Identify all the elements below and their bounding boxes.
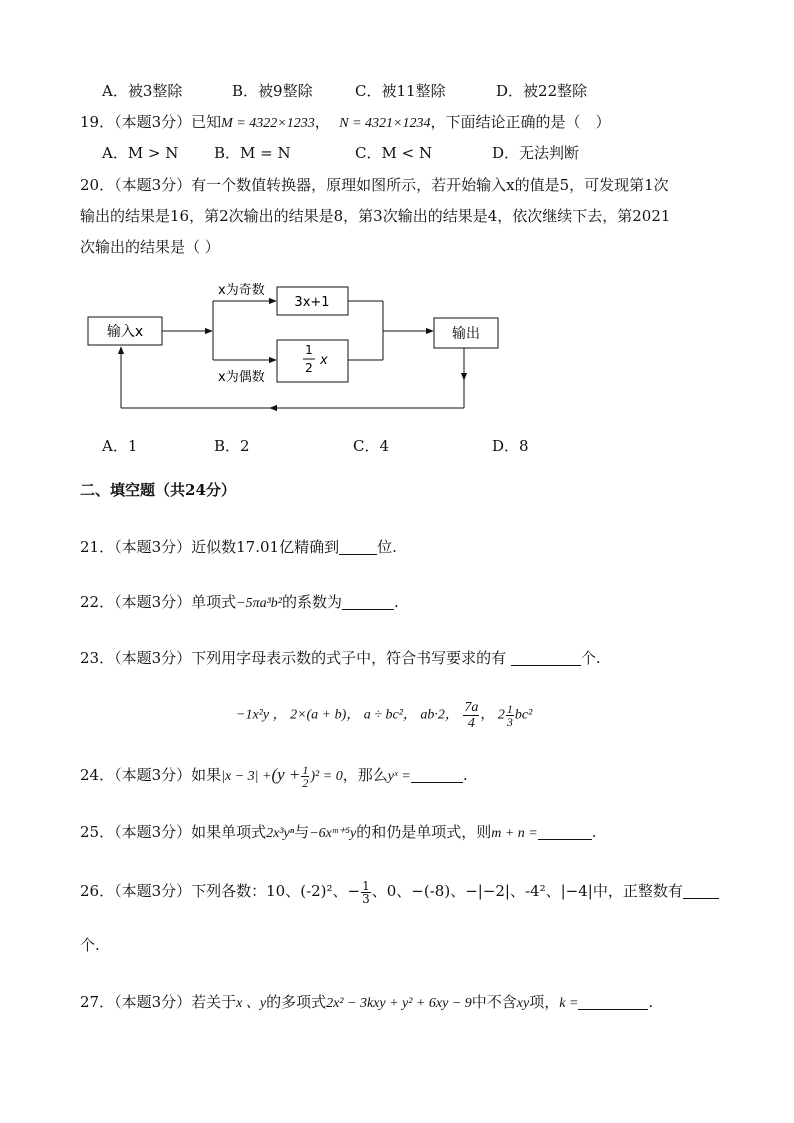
q20-option-b: B．2 bbox=[214, 437, 250, 455]
q27-mid: 的多项式 bbox=[266, 993, 327, 1011]
q23-text-post: 个. bbox=[580, 649, 601, 667]
odd-box-label: 3x+1 bbox=[294, 295, 330, 310]
q19-number: 19． bbox=[80, 113, 115, 131]
q27 bbox=[80, 991, 653, 1015]
q27-post2: 项， bbox=[529, 993, 560, 1011]
q18-option-b: B．被9整除 bbox=[232, 82, 313, 100]
q27-ask: k = bbox=[559, 996, 579, 1011]
q19-points: （本题3分） bbox=[114, 113, 192, 131]
q24-text-mid: ，那么 bbox=[342, 766, 388, 784]
output-box-label: 输出 bbox=[452, 326, 480, 342]
q20-option-a: A．1 bbox=[102, 437, 138, 455]
q20-line3: 次输出的结果是（ ） bbox=[80, 238, 220, 256]
q22 bbox=[80, 591, 399, 615]
q23-blank[interactable] bbox=[511, 649, 581, 666]
odd-label: x为奇数 bbox=[218, 283, 265, 298]
q21-text-pre: 21．（本题3分）近似数17.01亿精确到 bbox=[80, 538, 340, 556]
q26-text-pre: 26．（本题3分）下列各数：10、(-2)²、− bbox=[80, 882, 361, 900]
q19-m-expr: M = 4322×1233 bbox=[221, 116, 315, 131]
q26-frac bbox=[361, 880, 371, 905]
q23 bbox=[80, 647, 601, 669]
q23-mixed-den: 3 bbox=[506, 715, 513, 729]
q25-post: 的和仍是单项式，则 bbox=[356, 823, 492, 841]
q27-term: xy bbox=[516, 996, 530, 1011]
q27-post: 中不含 bbox=[471, 993, 517, 1011]
q21-blank[interactable] bbox=[339, 538, 377, 555]
even-frac-var: x bbox=[320, 353, 328, 368]
q19-option-b: B．M = N bbox=[214, 144, 291, 162]
q22-text-pre: 22．（本题3分）单项式 bbox=[80, 593, 237, 611]
q23-expressions: −1x²y ， 2×(a + b)， a ÷ bc²， ab·2， $\frac{7a}{4}$ ， 2 $\frac{1}{3}$ bc² bbox=[236, 700, 533, 731]
q18-option-a: A．被3整除 bbox=[102, 82, 183, 100]
section2-title: 二、填空题（共24分） bbox=[80, 481, 236, 499]
q27-end: . bbox=[648, 993, 654, 1011]
q18-option-d: D．被22整除 bbox=[496, 82, 588, 100]
q27-vars: x 、y bbox=[236, 996, 267, 1011]
q24-half-den: 2 bbox=[302, 775, 309, 790]
even-label: x为偶数 bbox=[218, 370, 265, 385]
q25 bbox=[80, 821, 597, 845]
q23-frac-den: 4 bbox=[467, 716, 475, 731]
q23-text-pre: 23．（本题3分）下列用字母表示数的式子中，符合书写要求的有 bbox=[80, 649, 507, 667]
q19-stem-pre: 已知 bbox=[191, 113, 222, 131]
q20-option-c: C．4 bbox=[353, 437, 390, 455]
q22-text-post: 的系数为 bbox=[282, 593, 343, 611]
even-frac-num: 1 bbox=[305, 343, 313, 357]
q23-frac-7a4 bbox=[463, 700, 479, 731]
q24-abs: |x − 3| + bbox=[221, 769, 272, 784]
q19-option-a: A．M > N bbox=[102, 144, 179, 162]
q24-half-num: 1 bbox=[302, 762, 309, 777]
q19-option-c: C．M < N bbox=[355, 144, 433, 162]
q19-stem: 19．（本题3分）已知M = 4322×1233， N = 4321×1234，下面结论正确的是（ ） bbox=[80, 113, 611, 131]
q24-blank[interactable] bbox=[411, 766, 463, 783]
q22-blank[interactable] bbox=[342, 593, 394, 610]
q25-m1: 2x³yⁿ bbox=[266, 826, 295, 841]
q27-blank[interactable] bbox=[578, 993, 648, 1010]
q25-m2: −6xᵐ⁺⁵y bbox=[309, 826, 357, 841]
q18-option-c: C．被11整除 bbox=[355, 82, 446, 100]
q23-mixed-num: 1 bbox=[506, 702, 513, 716]
q24-paren-post: )² = 0 bbox=[310, 769, 343, 784]
q24-result: yˣ = bbox=[387, 769, 411, 784]
q20-line2: 输出的结果是16，第2次输出的结果是8，第3次输出的结果是4，依次继续下去，第2021 bbox=[80, 207, 671, 225]
q19-stem-post: ，下面结论正确的是（ ） bbox=[430, 113, 611, 131]
q22-expr: −5πa³b² bbox=[236, 596, 282, 611]
q22-end: . bbox=[394, 593, 399, 611]
q24-end: . bbox=[462, 766, 468, 784]
q26-frac-num: 1 bbox=[362, 878, 370, 893]
q19-option-d: D．无法判断 bbox=[492, 144, 580, 162]
q23-expr-line: −1x²y ， 2×(a + b)， a ÷ bc²， ab·2， bbox=[236, 707, 459, 723]
q19-n-expr: N = 4321×1234 bbox=[339, 116, 431, 131]
q24-half bbox=[301, 764, 309, 789]
q21-text-post: 位. bbox=[377, 538, 397, 556]
input-box-label: 输入x bbox=[106, 324, 144, 340]
q21 bbox=[80, 536, 397, 558]
q25-blank[interactable] bbox=[538, 823, 592, 840]
q26 bbox=[80, 877, 719, 905]
q20-line1: 20．（本题3分）有一个数值转换器，原理如图所示，若开始输入x的值是5，可发现第1次 bbox=[80, 176, 669, 194]
q23-mixed-tail: bc² bbox=[514, 707, 533, 723]
q23-frac-num: 7a bbox=[464, 700, 479, 715]
q26-text-post: 、0、−(-8)、−|−2|、-4²、|−4|中，正整数有 bbox=[371, 882, 683, 900]
q24-text-pre: 24．（本题3分）如果 bbox=[80, 766, 222, 784]
q23-mixed-whole: 2 bbox=[497, 707, 505, 723]
q27-poly: 2x² − 3kxy + y² + 6xy − 9 bbox=[326, 996, 472, 1011]
q25-end: . bbox=[591, 823, 597, 841]
q20-option-d: D．8 bbox=[492, 437, 529, 455]
q24 bbox=[80, 761, 468, 791]
q23-mixed-frac bbox=[506, 703, 514, 728]
q25-mid: 与 bbox=[294, 823, 310, 841]
q24-paren-pre: (y + bbox=[271, 765, 301, 784]
q25-ask: m + n = bbox=[491, 826, 538, 841]
q26-frac-den: 3 bbox=[362, 891, 370, 906]
even-frac-den: 2 bbox=[305, 361, 313, 375]
q27-text-pre: 27．（本题3分）若关于 bbox=[80, 993, 237, 1011]
q26-line2: 个. bbox=[80, 936, 100, 954]
q25-text-pre: 25．（本题3分）如果单项式 bbox=[80, 823, 267, 841]
q26-blank[interactable] bbox=[683, 882, 719, 899]
